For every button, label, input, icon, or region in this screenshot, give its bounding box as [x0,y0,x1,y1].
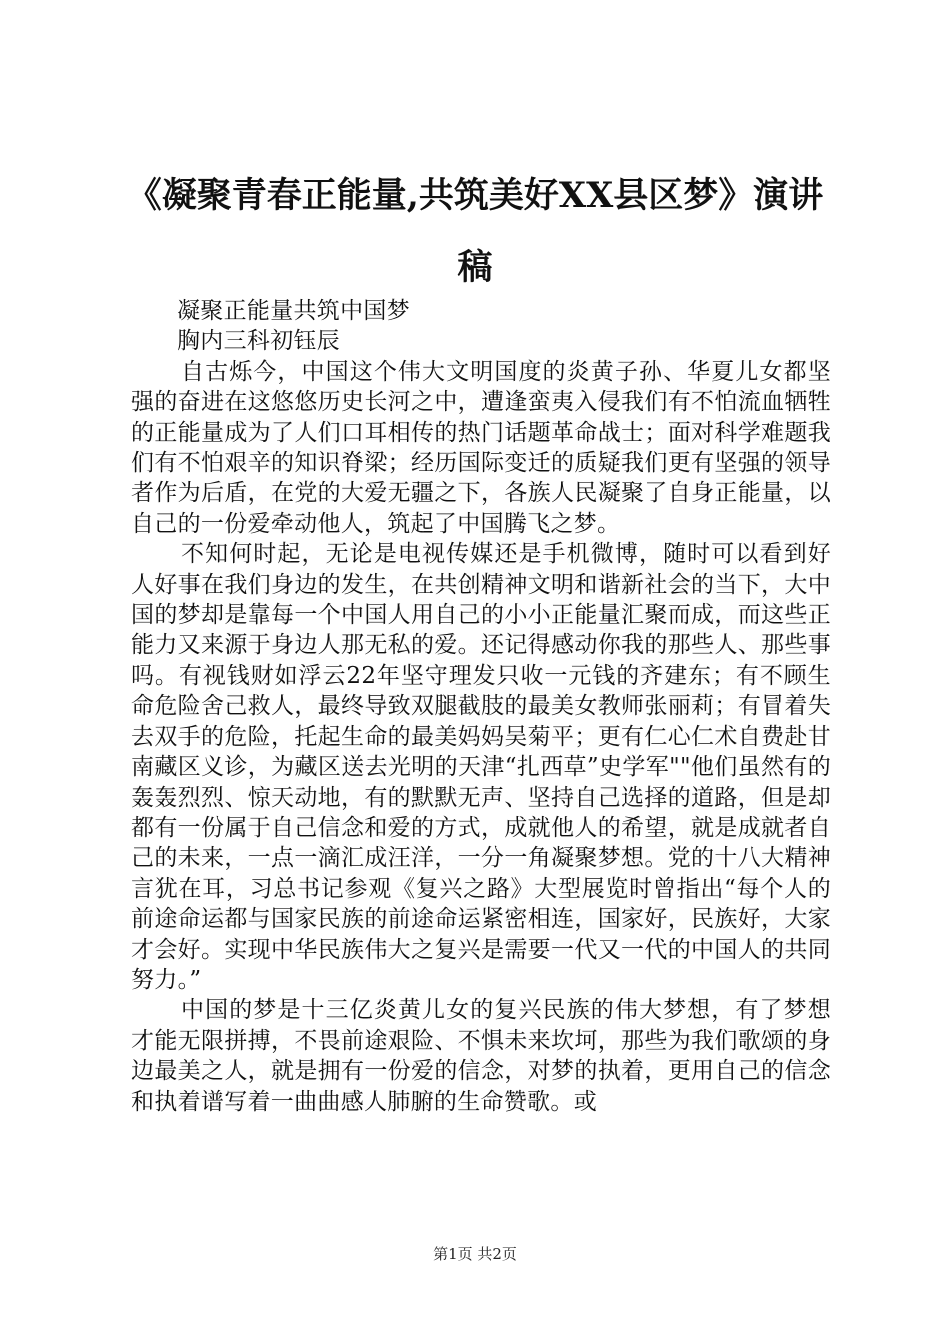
speech-subtitle: 凝聚正能量共筑中国梦 [177,298,410,324]
body-paragraph: 自古烁今，中国这个伟大文明国度的炎黄子孙、华夏儿女都坚强的奋进在这悠悠历史长河之中，遭逢蛮夷入侵我们有不怕流血牺牲的正能量成为了人们口耳相传的热门话题革命战士；面对科学难题我们有不怕艰辛的知识脊梁；经历国际变迁的质疑我们更有坚强的领导者作为后盾，在党的大爱无疆之下，各族人民凝聚了自身正能量，以自己的一份爱牵动他人，筑起了中国腾飞之梦。 [131,358,831,537]
body-paragraph: 不知何时起，无论是电视传媒还是手机微博，随时可以看到好人好事在我们身边的发生，在共创精神文明和谐新社会的当下，大中国的梦却是靠每一个中国人用自己的小小正能量汇聚而成，而这些正能力又来源于身边人那无私的爱。还记得感动你我的那些人、那些事吗。有视钱财如浮云22年坚守理发只收一元钱的齐建东；有不顾生命危险舍己救人，最终导致双腿截肢的最美女教师张丽莉；有冒着失去双手的危险，托起生命的最美妈妈吴菊平；更有仁心仁术自费赴甘南藏区义诊，为藏区送去光明的天津“扎西草”史学军""他们虽然有的轰轰烈烈、惊天动地，有的默默无声、坚持自己选择的道路，但是却都有一份属于自己信念和爱的方式，成就他人的希望，就是成就者自己的未来，一点一滴汇成汪洋，一分一角凝聚梦想。党的十八大精神言犹在耳，习总书记参观《复兴之路》大型展览时曾指出“每个人的前途命运都与国家民族的前途命运紧密相连，国家好，民族好，大家才会好。实现中华民族伟大之复兴是需要一代又一代的中国人的共同努力。” [131,541,831,993]
document-body [131,296,831,1117]
document-title: 《凝聚青春正能量,共筑美好XX县区梦》演讲稿 [126,175,824,288]
body-paragraph: 中国的梦是十三亿炎黄儿女的复兴民族的伟大梦想，有了梦想才能无限拼搏，不畏前途艰险、不惧未来坎坷，那些为我们歌颂的身边最美之人，就是拥有一份爱的信念，对梦的执着，更用自己的信念和执着谱写着一曲曲感人肺腑的生命赞歌。或 [131,997,831,1115]
speech-author: 胸内三科初钰辰 [177,328,341,355]
page-footer: 第1页 共2页 [433,1245,517,1263]
